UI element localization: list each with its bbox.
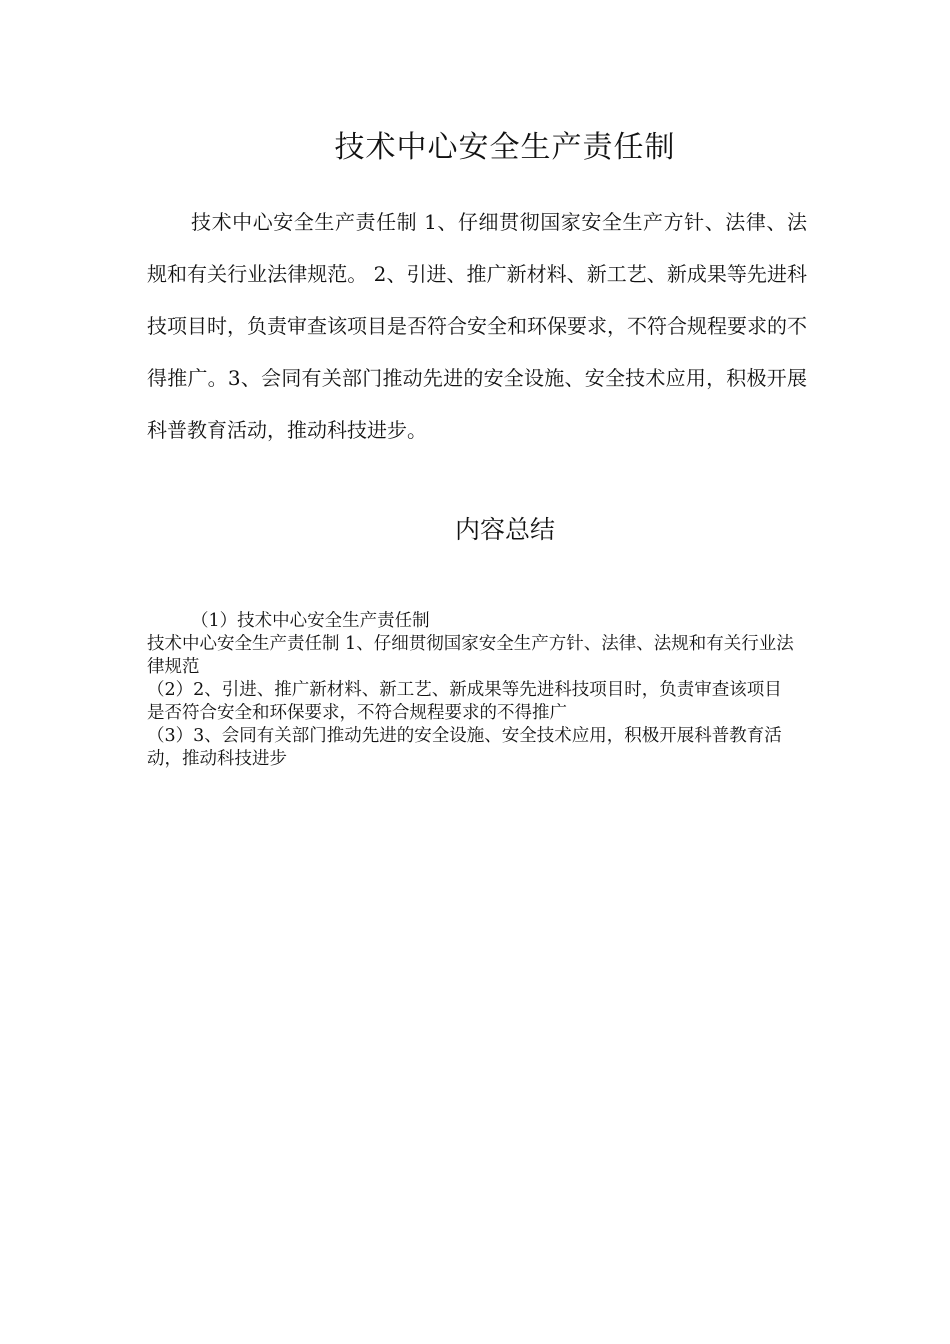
summary-item-3-text: （3）3、会同有关部门推动先进的安全设施、安全技术应用，积极开展科普教育活动，推动科技进步 [147, 726, 782, 769]
summary-item-2-text: （2）2、引进、推广新材料、新工艺、新成果等先进科技项目时，负责审查该项目是否符合安全和环保要求，不符合规程要求的不得推广 [147, 680, 782, 723]
summary-list [147, 610, 797, 771]
body-paragraph: 技术中心安全生产责任制 1、仔细贯彻国家安全生产方针、法律、法规和有关行业法律规范。 2、引进、推广新材料、新工艺、新成果等先进科技项目时，负责审查该项目是否符合安全和环保要求，不符合规程要求的不得推广。3、会同有关部门推动先进的安全设施、安全技术应用，积极开展科普教育活动，推动科技进步。 [147, 210, 807, 442]
summary-heading: 内容总结 [454, 515, 555, 544]
summary-item-1-label: （1）技术中心安全生产责任制 [191, 611, 430, 631]
document-title: 技术中心安全生产责任制 [334, 130, 676, 165]
summary-item-1-text: 技术中心安全生产责任制 1、仔细贯彻国家安全生产方针、法律、法规和有关行业法律规范 [147, 634, 794, 677]
